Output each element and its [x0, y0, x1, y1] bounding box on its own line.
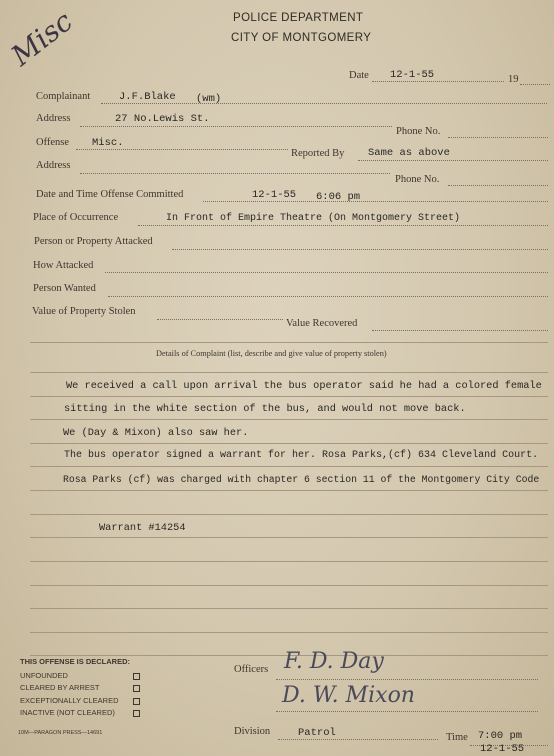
complainant-label: Complainant	[36, 91, 91, 102]
offense-value: Misc.	[92, 137, 124, 149]
time-label: Time	[446, 732, 468, 743]
how-attacked-label: How Attacked	[33, 260, 94, 271]
date-label: Date	[349, 70, 369, 81]
phone-label: Phone No.	[396, 126, 441, 137]
checkbox-unfounded[interactable]	[133, 673, 140, 680]
officer1-signature: F. D. Day	[284, 649, 384, 674]
officer2-signature: D. W. Mixon	[282, 683, 415, 708]
reported-by-label: Reported By	[291, 148, 345, 159]
date-value: 12-1-55	[390, 69, 435, 81]
offense-label: Offense	[36, 137, 70, 148]
time-date: 12-1-55	[480, 743, 525, 755]
city-title: CITY OF MONTGOMERY	[231, 32, 372, 44]
time-value: 7:00 pm	[478, 730, 523, 742]
details-line-3: We (Day & Mixon) also saw her.	[63, 427, 249, 439]
declared-heading: THIS OFFENSE IS DECLARED:	[20, 657, 131, 666]
declared-option-exceptionally-cleared: EXCEPTIONALLY CLEARED	[20, 696, 119, 705]
printer-line: 10M—PARAGON PRESS—14691	[18, 730, 103, 736]
complainant-note: (wm)	[196, 93, 222, 105]
details-heading: Details of Complaint (list, describe and give value of property stolen)	[156, 349, 387, 358]
officers-label: Officers	[234, 664, 269, 675]
datetime-date: 12-1-55	[252, 189, 297, 201]
phone2-label: Phone No.	[395, 174, 440, 185]
datetime-time: 6:06 pm	[316, 191, 361, 203]
person-attacked-label: Person or Property Attacked	[34, 236, 153, 247]
reported-by-value: Same as above	[368, 147, 450, 159]
checkbox-inactive[interactable]	[133, 710, 140, 717]
details-line-5: Rosa Parks (cf) was charged with chapter 6 section 11 of the Montgomery City Code	[63, 474, 540, 485]
value-recovered-label: Value Recovered	[286, 318, 358, 329]
department-title: POLICE DEPARTMENT	[233, 12, 364, 24]
checkbox-exceptionally-cleared[interactable]	[133, 698, 140, 705]
details-line-1: We received a call upon arrival the bus operator said he had a colored female	[66, 380, 542, 392]
corner-handwritten-mark: Misc	[5, 4, 79, 73]
place-label: Place of Occurrence	[33, 212, 119, 223]
details-line-2: sitting in the white section of the bus, and would not move back.	[64, 403, 466, 415]
details-line-6: Warrant #14254	[99, 522, 186, 534]
details-line-4: The bus operator signed a warrant for her. Rosa Parks,(cf) 634 Cleveland Court.	[64, 450, 539, 461]
division-label: Division	[234, 726, 271, 737]
year-suffix: 19	[508, 74, 519, 85]
value-stolen-label: Value of Property Stolen	[32, 306, 136, 317]
datetime-label: Date and Time Offense Committed	[36, 189, 184, 200]
address-value: 27 No.Lewis St.	[115, 113, 210, 125]
declared-option-inactive: INACTIVE (NOT CLEARED)	[20, 708, 115, 717]
division-value: Patrol	[298, 727, 336, 739]
declared-option-unfounded: UNFOUNDED	[20, 671, 68, 680]
person-wanted-label: Person Wanted	[33, 283, 96, 294]
place-value: In Front of Empire Theatre (On Montgomery Street)	[166, 213, 461, 224]
declared-option-cleared-by-arrest: CLEARED BY ARREST	[20, 683, 100, 692]
complainant-value: J.F.Blake	[119, 91, 176, 103]
checkbox-cleared-by-arrest[interactable]	[133, 685, 140, 692]
address2-label: Address	[36, 160, 71, 171]
address-label: Address	[36, 113, 71, 124]
